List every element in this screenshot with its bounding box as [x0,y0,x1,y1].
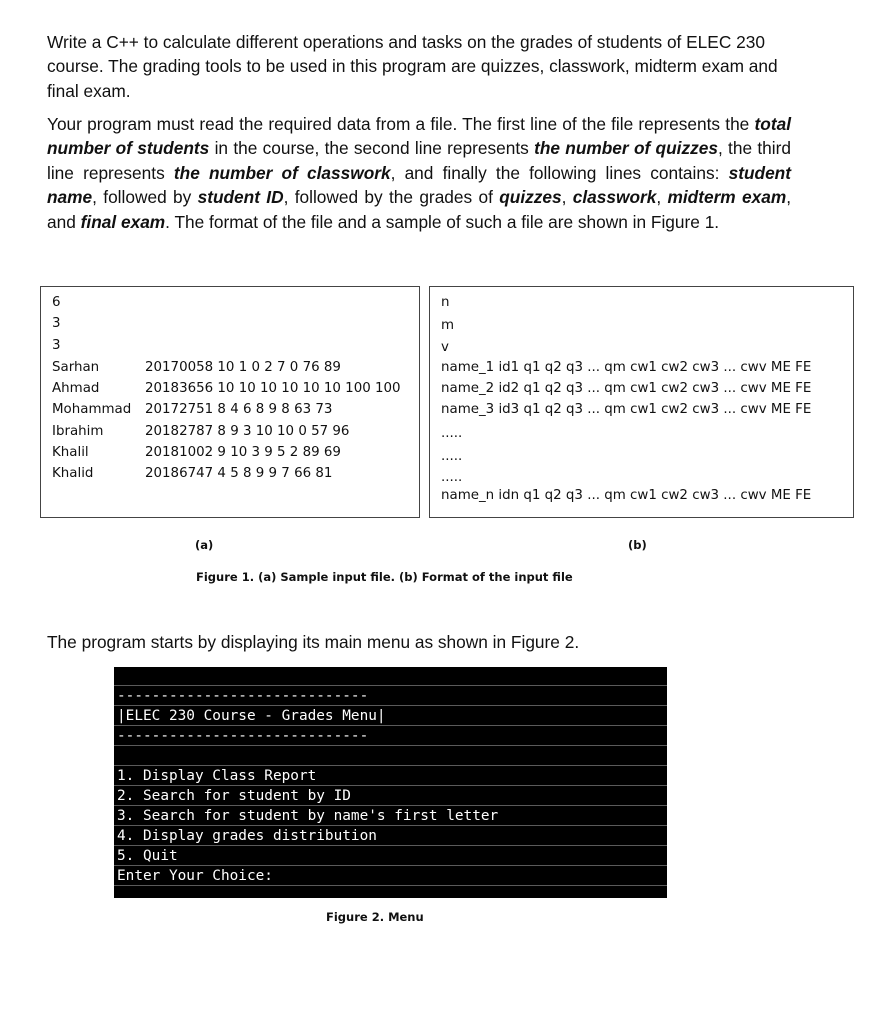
student-name: Khalid [52,466,94,481]
num-students-line: 6 [52,295,61,310]
description-text: . The format of the file and a sample of such a file are shown in Figure 1. [165,211,720,232]
student-name: Ahmad [52,381,100,396]
format-line: n [441,295,450,310]
student-data: 20181002 9 10 3 9 5 2 89 69 [145,445,341,460]
terminal-line: ----------------------------- [114,727,667,746]
format-line: ..... [441,449,463,464]
terminal-line: |ELEC 230 Course - Grades Menu| [114,707,667,726]
emphasized-term: classwork [572,187,657,208]
sample-input-file-box [40,286,420,518]
emphasized-term: total number of students [47,114,791,159]
menu-intro-paragraph: The program starts by displaying its main menu as shown in Figure 2. [47,632,580,652]
student-name: Ibrahim [52,424,104,439]
description-text: , followed by [92,187,198,208]
emphasized-term: student ID [197,187,284,208]
description-text: , the third line represents [47,138,791,183]
terminal-line: ----------------------------- [114,687,667,706]
description-text: in the course, the second line represents [209,138,535,159]
num-quizzes-line: 3 [52,316,61,331]
terminal-line [114,747,667,766]
format-line: name_1 id1 q1 q2 q3 ... qm cw1 cw2 cw3 ... cwv ME FE [441,360,812,375]
format-line: name_3 id3 q1 q2 q3 ... qm cw1 cw2 cw3 ... cwv ME FE [441,402,812,417]
student-data: 20183656 10 10 10 10 10 10 100 100 [145,381,401,396]
format-line: ..... [441,426,463,441]
description-text: , followed by the grades of [283,187,500,208]
emphasized-term: the number of classwork [173,162,391,183]
terminal-line [114,667,667,686]
format-line: m [441,318,455,333]
format-line: name_2 id2 q1 q2 q3 ... qm cw1 cw2 cw3 ... cwv ME FE [441,381,812,396]
num-classwork-line: 3 [52,338,61,353]
emphasized-term: midterm exam [667,187,787,208]
emphasized-term: student name [47,162,791,208]
student-name: Sarhan [52,360,100,375]
terminal-line: 2. Search for student by ID [114,787,667,806]
student-data: 20186747 4 5 8 9 9 7 66 81 [145,466,333,481]
figure1-label-b: (b) [628,538,647,552]
terminal-prompt: Enter Your Choice: [114,867,667,886]
description-text: Your program must read the required data from a file. The first line of the file represents the [47,114,755,134]
student-data: 20182787 8 9 3 10 10 0 57 96 [145,424,350,439]
intro-paragraph: Write a C++ to calculate different operations and tasks on the grades of students of ELEC 230 course. The grading tools to be used in this program are quizzes, classwork, midterm exam and final exam. [47,32,778,101]
description-text: , [561,187,573,208]
emphasized-term: the number of quizzes [534,138,718,159]
emphasized-term: quizzes [499,187,562,208]
description-text: , and finally the following lines contains: [390,162,729,183]
student-name: Mohammad [52,402,132,417]
student-data: 20172751 8 4 6 8 9 8 63 73 [145,402,333,417]
format-line: ..... [441,470,463,485]
figure1-label-a: (a) [195,538,214,552]
student-data: 20170058 10 1 0 2 7 0 76 89 [145,360,341,375]
figure1-caption: Figure 1. (a) Sample input file. (b) Format of the input file [196,570,573,584]
terminal-line: 1. Display Class Report [114,767,667,786]
terminal-line: 4. Display grades distribution [114,827,667,846]
description-text: , and [47,187,791,232]
format-line: name_n idn q1 q2 q3 ... qm cw1 cw2 cw3 ... cwv ME FE [441,488,812,503]
terminal-line: 3. Search for student by name's first letter [114,807,667,826]
emphasized-term: final exam [80,211,166,232]
format-line: v [441,340,449,355]
figure2-caption: Figure 2. Menu [326,910,424,924]
description-paragraph [47,112,791,234]
terminal-line: 5. Quit [114,847,667,866]
input-file-format-box [429,286,854,518]
description-text: , [656,187,668,208]
student-name: Khalil [52,445,89,460]
terminal-window [114,667,667,898]
